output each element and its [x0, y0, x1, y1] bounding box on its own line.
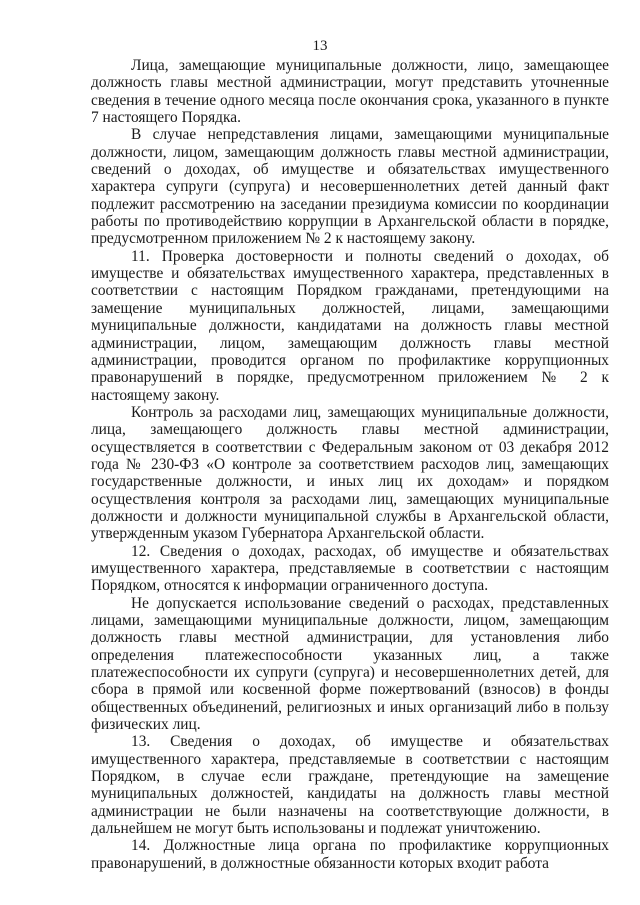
paragraph: 11. Проверка достоверности и полноты сведений о доходах, об имуществе и обязательствах имущественного характера, представленных в соответствии с настоящим Порядком гражданами, претендующими на замещение муниципальных должностей, лицами, замещающими муниципальные должности, кандидатами на должность главы местной администрации, лицом, замещающим должность главы местной администрации, проводится органом по профилактике коррупционных правонарушений в порядке, предусмотренном приложением № 2 к настоящему закону.: [91, 247, 609, 404]
paragraph: 13. Сведения о доходах, об имуществе и обязательствах имущественного характера, представляемые в соответствии с настоящим Порядком, в случае если граждане, претендующие на замещение муниципальных должностей, кандидаты на должность главы местной администрации не были назначены на соответствующие должности, в дальнейшем не могут быть использованы и подлежат уничтожению.: [91, 733, 609, 838]
document-body: [91, 57, 609, 872]
paragraph: Лица, замещающие муниципальные должности, лицо, замещающее должность главы местной администрации, могут представить уточненные сведения в течение одного месяца после окончания срока, указанного в пункте 7 настоящего Порядка.: [91, 57, 609, 127]
paragraph: Контроль за расходами лиц, замещающих муниципальные должности, лица, замещающего должность главы местной администрации, осуществляется в соответствии с Федеральным законом от 03 декабря 2012 года № 230-ФЗ «О контроле за соответствием расходов лиц, замещающих государственные должности, и иных лиц их доходам» и порядком осуществления контроля за расходами лиц, замещающих муниципальные должности и должности муниципальной службы в Архангельской области, утвержденным указом Губернатора Архангельской области.: [91, 403, 609, 543]
page-number: 13: [312, 38, 328, 54]
paragraph: 14. Должностные лица органа по профилактике коррупционных правонарушений, в должностные обязанности которых входит работа: [91, 837, 609, 872]
paragraph: 12. Сведения о доходах, расходах, об имуществе и обязательствах имущественного характера, представляемые в соответствии с настоящим Порядком, относятся к информации ограниченного доступа.: [91, 542, 609, 595]
paragraph: В случае непредставления лицами, замещающими муниципальные должности, лицом, замещающим должность главы местной администрации, сведений о доходах, об имуществе и обязательствах имущественного характера супруги (супруга) и несовершеннолетних детей данный факт подлежит рассмотрению на заседании президиума комиссии по координации работы по противодействию коррупции в Архангельской области в порядке, предусмотренном приложением № 2 к настоящему закону.: [91, 126, 609, 248]
paragraph: Не допускается использование сведений о расходах, представленных лицами, замещающими муниципальные должности, лицом, замещающим должность главы местной администрации, для установления либо определения платежеспособности указанных лиц, а также платежеспособности их супруги (супруга) и несовершеннолетних детей, для сбора в прямой или косвенной форме пожертвований (взносов) в фонды общественных объединений, религиозных и иных организаций либо в пользу физических лиц.: [91, 594, 609, 734]
